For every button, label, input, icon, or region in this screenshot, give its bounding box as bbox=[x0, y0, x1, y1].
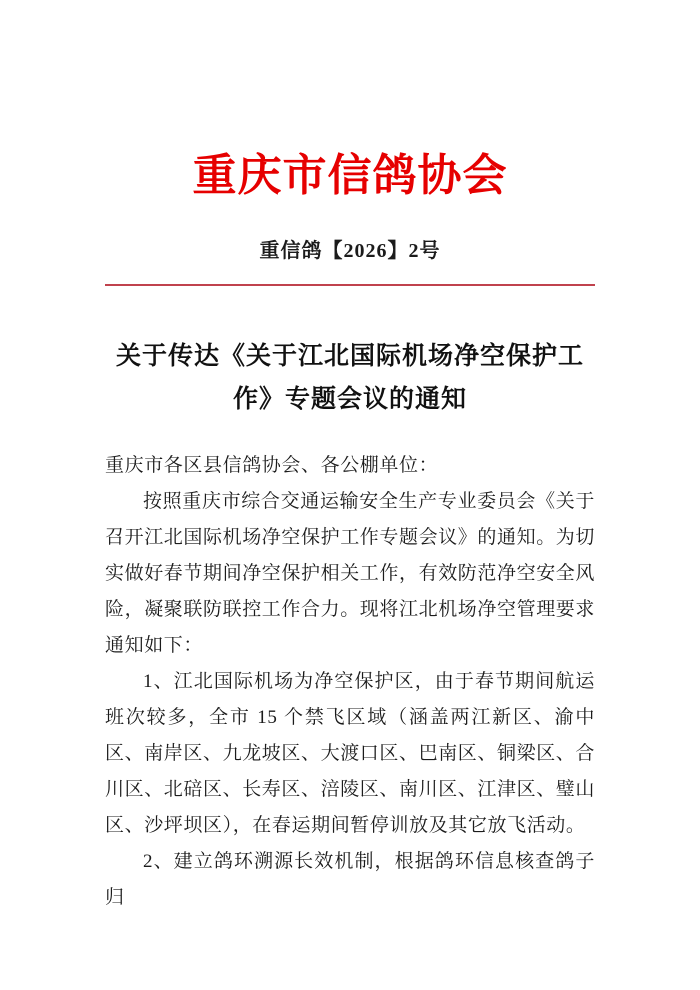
paragraph-intro: 按照重庆市综合交通运输安全生产专业委员会《关于召开江北国际机场净空保护工作专题会议》的通知。为切实做好春节期间净空保护相关工作，有效防范净空安全风险，凝聚联防联控工作合力。现将江北机场净空管理要求通知如下： bbox=[105, 490, 596, 656]
org-title: 重庆市信鸽协会 bbox=[192, 151, 508, 200]
doc-title-line-1: 关于传达《关于江北国际机场净空保护工 bbox=[115, 342, 584, 370]
paragraph-item-2: 2、建立鸽环溯源长效机制，根据鸽环信息核查鸽子归 bbox=[105, 850, 595, 908]
red-divider-line bbox=[105, 284, 595, 286]
doc-title-line-2: 作》专题会议的通知 bbox=[232, 385, 467, 413]
paragraph-item-1: 1、江北国际机场为净空保护区，由于春节期间航运班次较多，全市 15 个禁飞区域（涵盖两江新区、渝中区、南岸区、九龙坡区、大渡口区、巴南区、铜梁区、合川区、北碚区、长寿区、涪陵区、南川区、江津区、璧山区、沙坪坝区），在春运期间暂停训放及其它放飞活动。 bbox=[105, 670, 596, 836]
document-body bbox=[105, 448, 595, 916]
doc-number: 重信鸽【2026】2号 bbox=[259, 239, 441, 262]
salutation-line: 重庆市各区县信鸽协会、各公棚单位： bbox=[105, 454, 439, 476]
doc-title bbox=[80, 335, 620, 421]
